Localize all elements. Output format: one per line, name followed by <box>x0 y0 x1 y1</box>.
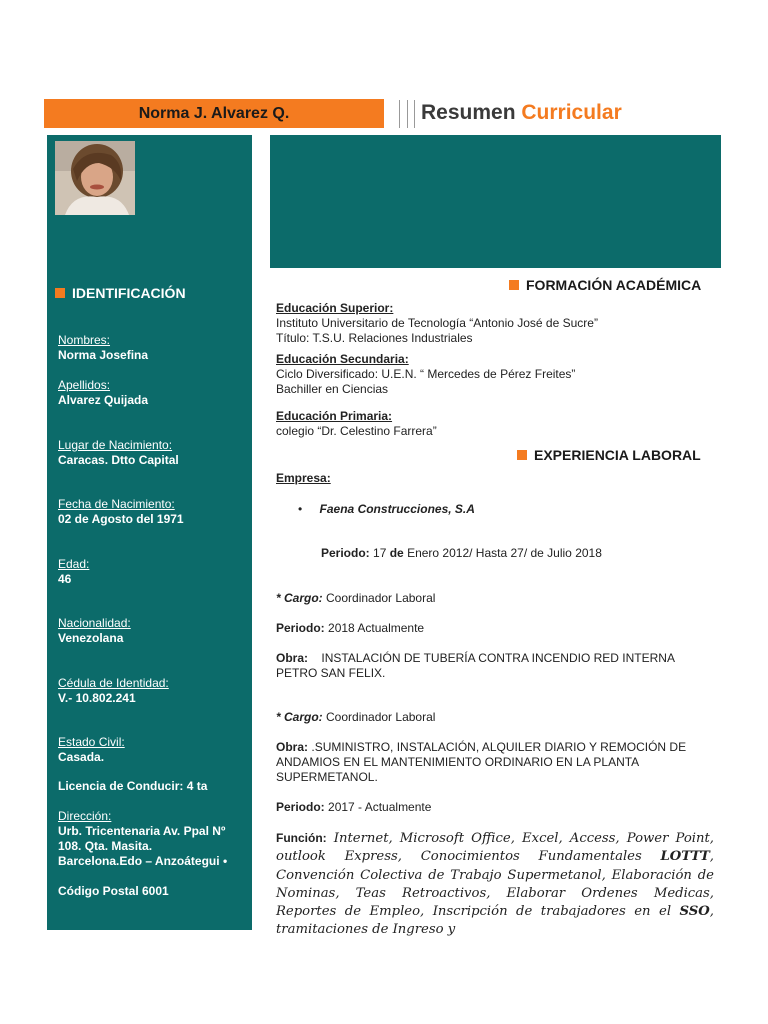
document-title: Resumen Curricular <box>421 101 622 124</box>
candidate-name: Norma J. Alvarez Q. <box>138 104 290 122</box>
licencia-field: Licencia de Conducir: 4 ta <box>58 779 208 793</box>
identification-sidebar <box>47 135 252 930</box>
name-banner <box>44 99 384 128</box>
educacion-secundaria: Educación Secundaria: Ciclo Diversificado: U.E.N. “ Mercedes de Pérez Freites” Bachiller en Ciencias <box>276 352 576 396</box>
educacion-primaria: Educación Primaria: colegio “Dr. Celestino Farrera” <box>276 409 437 438</box>
orange-square-icon <box>509 280 519 290</box>
nombres-field: Nombres: Norma Josefina <box>58 333 149 362</box>
periodo-2: Periodo: 2018 Actualmente <box>276 621 425 635</box>
obra-2: Obra: .SUMINISTRO, INSTALACIÓN, ALQUILER DIARIO Y REMOCIÓN DE ANDAMIOS EN EL MANTENIMIENTO ORDINARIO EN LA PLANTA SUPERMETANOL. <box>276 740 687 784</box>
formacion-heading: FORMACIÓN ACADÉMICA <box>509 277 701 293</box>
lugar-nacimiento-field: Lugar de Nacimiento: Caracas. Dtto Capital <box>58 438 179 467</box>
codigo-postal-field: Código Postal 6001 <box>58 884 169 898</box>
educacion-superior: Educación Superior: Instituto Universitario de Tecnología “Antonio José de Sucre” Título: T.S.U. Relaciones Industriales <box>276 301 598 345</box>
nacionalidad-field: Nacionalidad: Venezolana <box>58 616 131 645</box>
apellidos-field: Apellidos: Alvarez Quijada <box>58 378 149 407</box>
title-divider <box>399 100 415 128</box>
periodo-empresa: Periodo: 17 de Enero 2012/ Hasta 27/ de Julio 2018 <box>321 546 602 560</box>
empresa-label: Empresa: <box>276 471 331 485</box>
identification-heading: IDENTIFICACIÓN <box>55 285 186 301</box>
funcion-paragraph: Función: Internet, Microsoft Office, Excel, Access, Power Point, outlook Express, Conocimientos Fundamentales LOTTT, Convención Colectiva de Trabajo Supermetanol, Elaboración de Nominas, Teas Retroactivos, Elaborar Ordenes Medicas, Reportes de Empleo, Inscripción de trabajadores en el SSO, tramitaciones de Ingreso y <box>276 831 714 938</box>
experiencia-heading: EXPERIENCIA LABORAL <box>517 447 701 463</box>
cedula-field: Cédula de Identidad: V.- 10.802.241 <box>58 676 169 705</box>
estado-civil-field: Estado Civil: Casada. <box>58 735 125 764</box>
bullet-icon: • <box>222 854 228 868</box>
direccion-field: Dirección: Urb. Tricentenaria Av. Ppal Nº 108. Qta. Masita. Barcelona.Edo – Anzoátegui • <box>58 809 228 868</box>
bullet-icon: • <box>298 502 303 516</box>
cargo-1: * Cargo: Coordinador Laboral <box>276 591 436 605</box>
edad-field: Edad: 46 <box>58 557 90 586</box>
profile-photo <box>55 141 135 215</box>
orange-square-icon <box>517 450 527 460</box>
obra-1: Obra: INSTALACIÓN DE TUBERÍA CONTRA INCENDIO RED INTERNA PETRO SAN FELIX. <box>276 651 675 680</box>
orange-square-icon <box>55 288 65 298</box>
periodo-3: Periodo: 2017 - Actualmente <box>276 800 432 814</box>
cargo-2: * Cargo: Coordinador Laboral <box>276 710 436 724</box>
header-teal-panel <box>270 135 721 268</box>
empresa-item: • Faena Construcciones, S.A <box>298 502 475 516</box>
fecha-nacimiento-field: Fecha de Nacimiento: 02 de Agosto del 1971 <box>58 497 184 526</box>
